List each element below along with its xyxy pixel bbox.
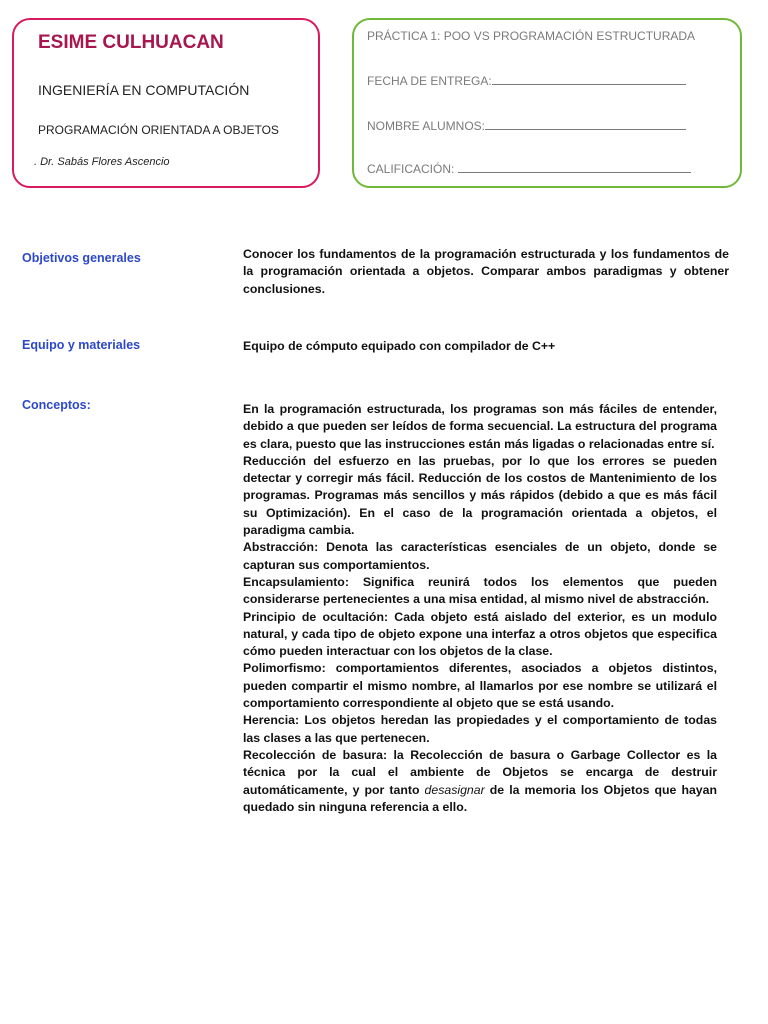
equipment-label: Equipo y materiales	[22, 338, 141, 352]
course-name: PROGRAMACIÓN ORIENTADA A OBJETOS	[38, 123, 279, 137]
grade-label: CALIFICACIÓN:	[367, 162, 458, 176]
concepts-paragraph: Polimorfismo: comportamientos diferentes, asociados a objetos distintos, pueden compartir el mismo nombre, al llamarlos por ese nombre se utilizará el comportamiento correspondiente al objeto que se está usando.	[243, 661, 717, 711]
course-info-box	[12, 18, 320, 188]
concepts-paragraph: Herencia: Los objetos heredan las propiedades y el comportamiento de todas las clases a las que pertenecen.	[243, 713, 717, 745]
equipment-paragraph: Equipo de cómputo equipado con compilador de C++	[243, 339, 556, 353]
gc-text-end: de la memoria los Objetos que hayan quedado sin ninguna referencia a ello.	[243, 782, 717, 814]
objectives-paragraph: Conocer los fundamentos de la programación estructurada y los fundamentos de la programación orientada a objetos. Comparar ambos paradigmas y obtener conclusiones.	[243, 247, 729, 296]
concepts-paragraph	[243, 747, 717, 816]
objectives-text	[243, 246, 729, 298]
concepts-label: Conceptos:	[22, 398, 91, 412]
practice-title: PRÁCTICA 1: POO VS PROGRAMACIÓN ESTRUCTURADA	[367, 29, 696, 43]
delivery-date-row	[367, 74, 686, 88]
concepts-paragraph: Principio de ocultación: Cada objeto está aislado del exterior, es un modulo natural, y cada tipo de objeto expone una interfaz a otros objetos que especifica cómo pueden interactuar con los objetos de la clase.	[243, 609, 717, 659]
grade-row	[367, 162, 691, 176]
delivery-date-line	[492, 84, 686, 85]
objectives-label: Objetivos generales	[22, 251, 141, 265]
teacher-name: . Dr. Sabás Flores Ascencio	[34, 156, 170, 168]
students-row	[367, 119, 686, 133]
practice-info-box	[352, 18, 742, 188]
concepts-paragraph: En la programación estructurada, los programas son más fáciles de entender, debido a que pueden ser leídos de forma secuencial. La estructura del programa es clara, puesto que las instrucciones están más ligadas o relacionadas entre sí.	[243, 402, 717, 451]
school-title: ESIME CULHUACAN	[38, 32, 224, 53]
gc-text-start: Recolección de basura: la Recolección de basura o Garbage Collector es la técnica por la cual el ambiente de Objetos se encarga de destruir automáticamente, y por tanto	[243, 747, 717, 797]
concepts-paragraph: Abstracción: Denota las características esenciales de un objeto, donde se capturan sus comportamientos.	[243, 540, 717, 572]
students-label: NOMBRE ALUMNOS:	[367, 119, 486, 133]
concepts-text	[243, 401, 717, 816]
delivery-date-label: FECHA DE ENTREGA:	[367, 74, 492, 88]
grade-line	[458, 172, 691, 173]
gc-text-emphasis: desasignar	[424, 782, 485, 797]
concepts-paragraph: Reducción del esfuerzo en las pruebas, por lo que los errores se pueden detectar y corregir más fácil. Reducción de los costos de Mantenimiento de los programas. Programas más sencillos y más rápidos (debido a que es más fácil su Optimización). En el caso de la programación orientada a objetos, el paradigma cambia.	[243, 453, 717, 538]
students-line	[485, 129, 686, 130]
career-name: INGENIERÍA EN COMPUTACIÓN	[38, 82, 250, 98]
concepts-paragraph: Encapsulamiento: Significa reunirá todos los elementos que pueden considerarse pertenecientes a una misa entidad, al mismo nivel de abstracción.	[243, 574, 717, 607]
equipment-text	[243, 338, 729, 355]
